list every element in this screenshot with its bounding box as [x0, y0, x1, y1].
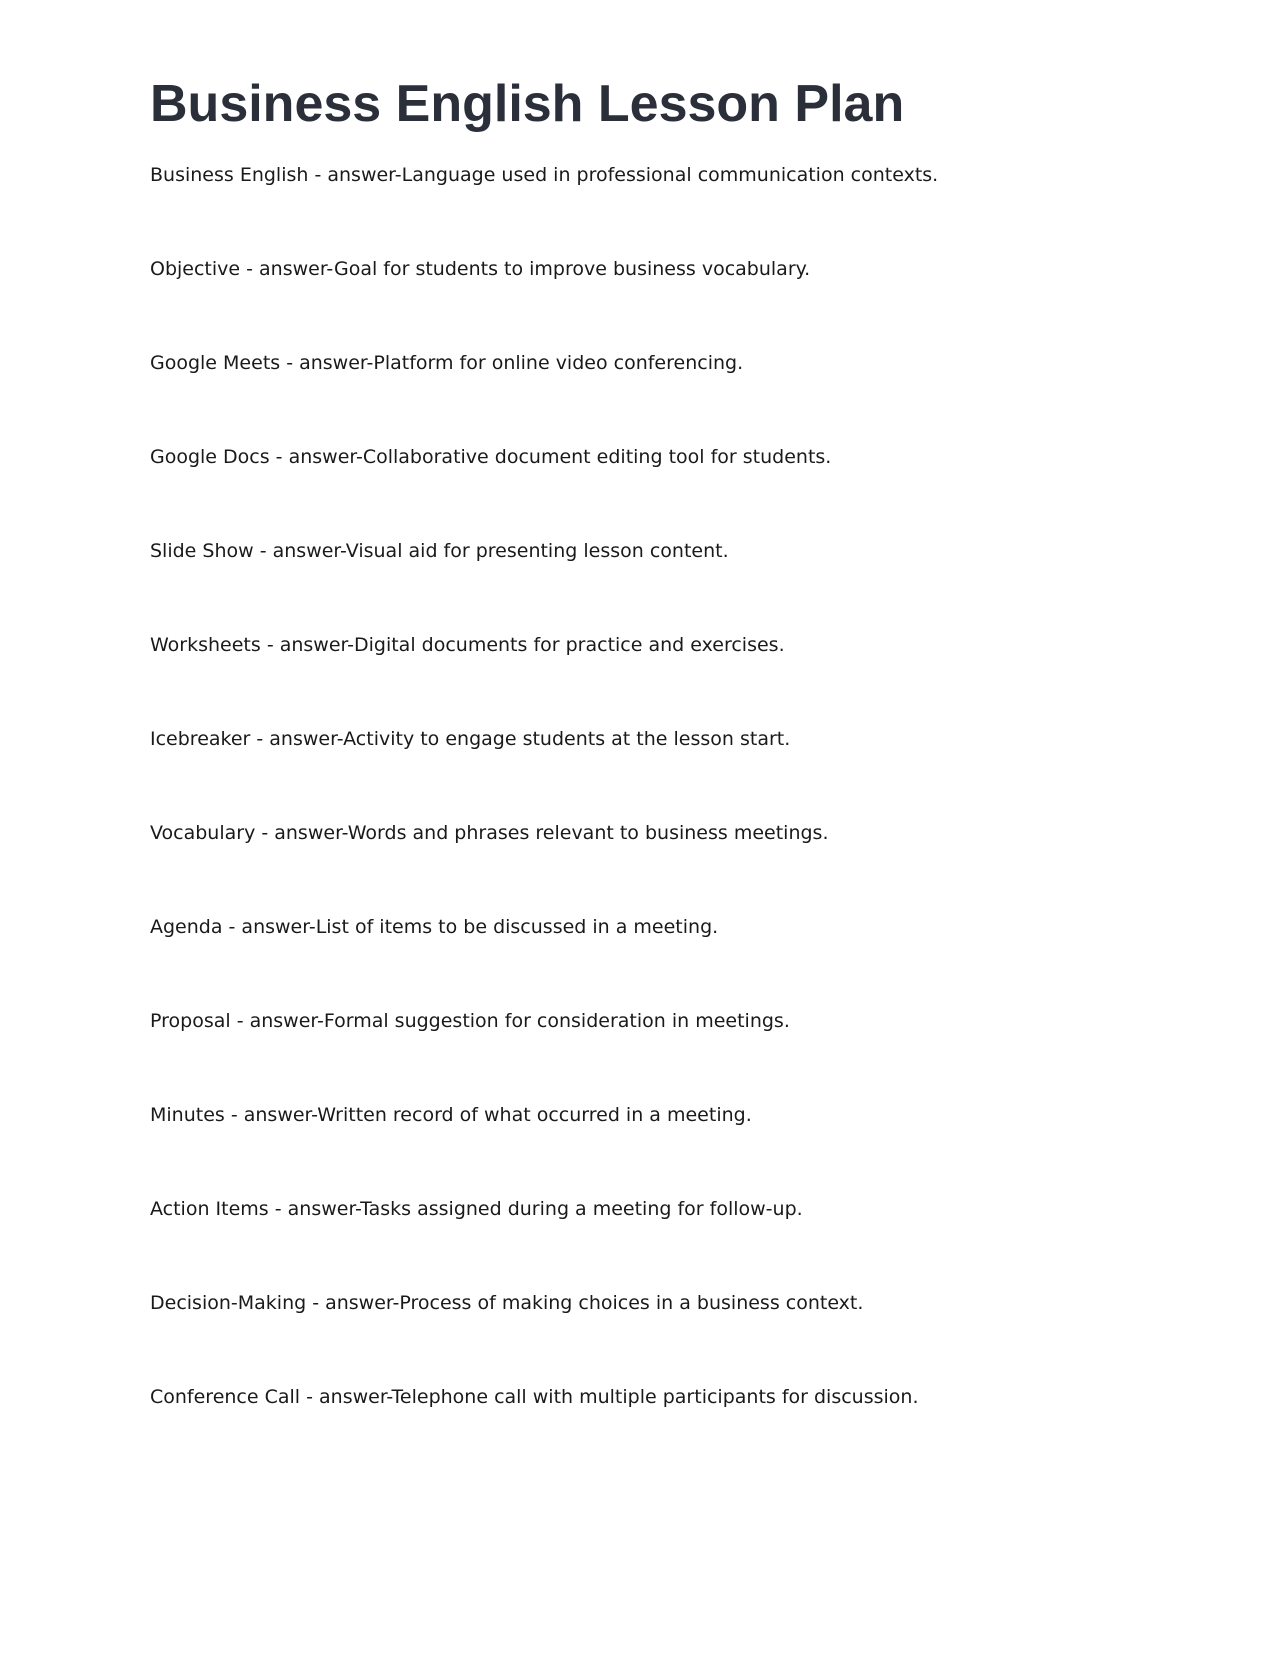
term-entry: Agenda - answer-List of items to be discussed in a meeting.	[150, 916, 719, 938]
term-entry: Business English - answer-Language used in professional communication contexts.	[150, 164, 939, 186]
term-list	[150, 160, 938, 1476]
term-entry: Objective - answer-Goal for students to improve business vocabulary.	[150, 258, 811, 280]
term-entry: Proposal - answer-Formal suggestion for consideration in meetings.	[150, 1010, 790, 1032]
term-entry: Conference Call - answer-Telephone call with multiple participants for discussion.	[150, 1386, 919, 1408]
term-entry: Google Docs - answer-Collaborative document editing tool for students.	[150, 446, 832, 468]
term-entry: Action Items - answer-Tasks assigned during a meeting for follow-up.	[150, 1198, 803, 1220]
term-entry: Slide Show - answer-Visual aid for presenting lesson content.	[150, 540, 729, 562]
term-entry: Minutes - answer-Written record of what occurred in a meeting.	[150, 1104, 752, 1126]
term-entry: Icebreaker - answer-Activity to engage students at the lesson start.	[150, 728, 791, 750]
term-entry: Google Meets - answer-Platform for online video conferencing.	[150, 352, 744, 374]
page-title: Business English Lesson Plan	[150, 75, 905, 133]
term-entry: Worksheets - answer-Digital documents for practice and exercises.	[150, 634, 785, 656]
term-entry: Vocabulary - answer-Words and phrases relevant to business meetings.	[150, 822, 829, 844]
term-entry: Decision-Making - answer-Process of making choices in a business context.	[150, 1292, 864, 1314]
